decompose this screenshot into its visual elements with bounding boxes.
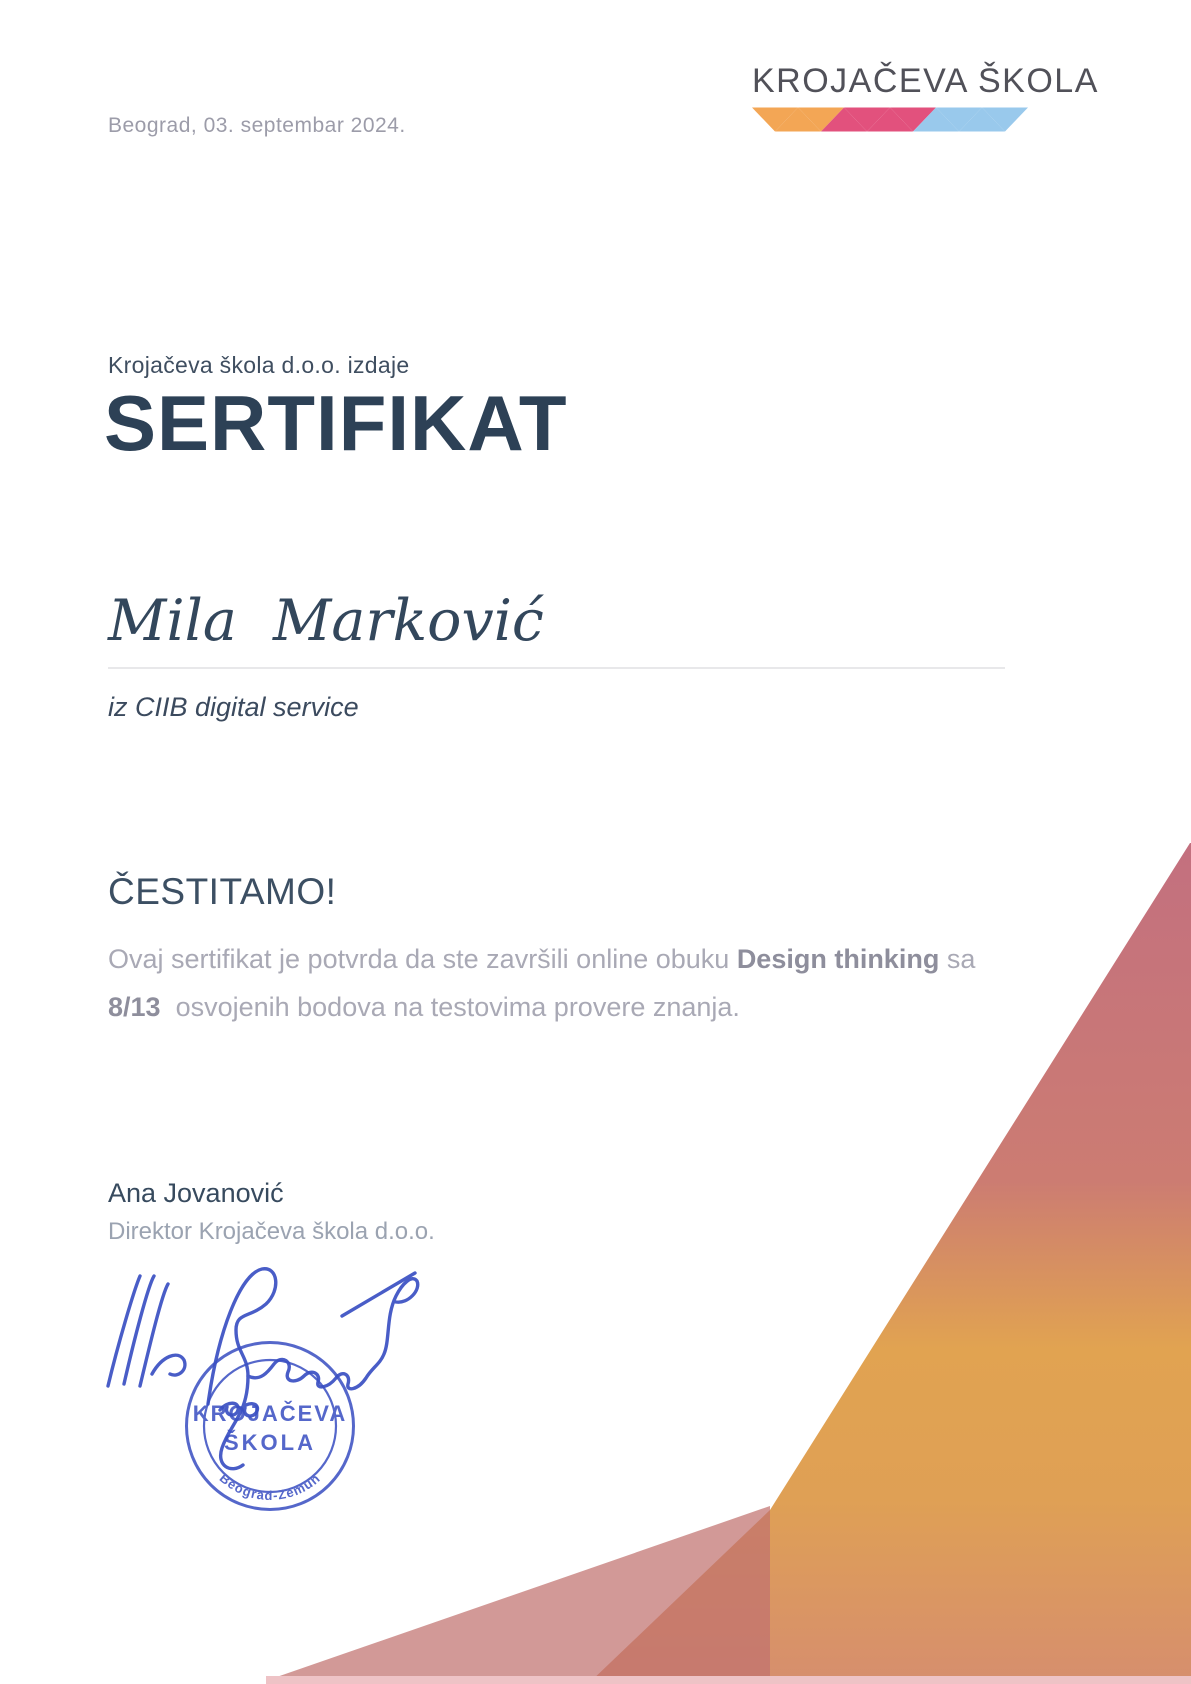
handwritten-signature [90, 1252, 420, 1477]
congrats-text-part1: Ovaj sertifikat je potvrda da ste završili online obuku [108, 944, 737, 974]
signer-name: Ana Jovanović [108, 1178, 284, 1208]
congrats-paragraph [108, 935, 1013, 1031]
congrats-text-part2: sa [939, 944, 983, 974]
signature-stroke [342, 1273, 415, 1316]
issuer-line: Krojačeva škola d.o.o. izdaje [108, 352, 410, 378]
logo-triangle-band [752, 107, 1028, 132]
score-value: 8/13 [108, 992, 161, 1022]
certificate-title: SERTIFIKAT [104, 379, 568, 467]
course-name: Design thinking [736, 944, 940, 974]
recipient-affiliation: iz CIIB digital service [108, 692, 359, 722]
signature-stroke [124, 1276, 154, 1384]
bg-triangle-overlay [268, 1506, 770, 1684]
congrats-text-part3: osvojenih bodova na testovima provere znanja. [160, 992, 740, 1022]
signature-stroke [208, 1269, 276, 1469]
stamp-arc-text: Beograd-Zemun [216, 1470, 324, 1503]
name-underline [108, 667, 1005, 669]
signature-stroke [152, 1355, 185, 1375]
recipient-name: Mila Marković [108, 588, 544, 654]
stamp-line2: ŠKOLA [224, 1430, 316, 1455]
congrats-heading: ČESTITAMO! [108, 871, 337, 912]
stamp-line1: KROJAČEVA [192, 1401, 348, 1426]
signer-title: Direktor Krojačeva škola d.o.o. [108, 1218, 435, 1245]
bg-bottom-strip [266, 1676, 1191, 1684]
date-line: Beograd, 03. septembar 2024. [108, 114, 406, 137]
logo-wordmark: KROJAČEVA ŠKOLA [752, 62, 1099, 100]
